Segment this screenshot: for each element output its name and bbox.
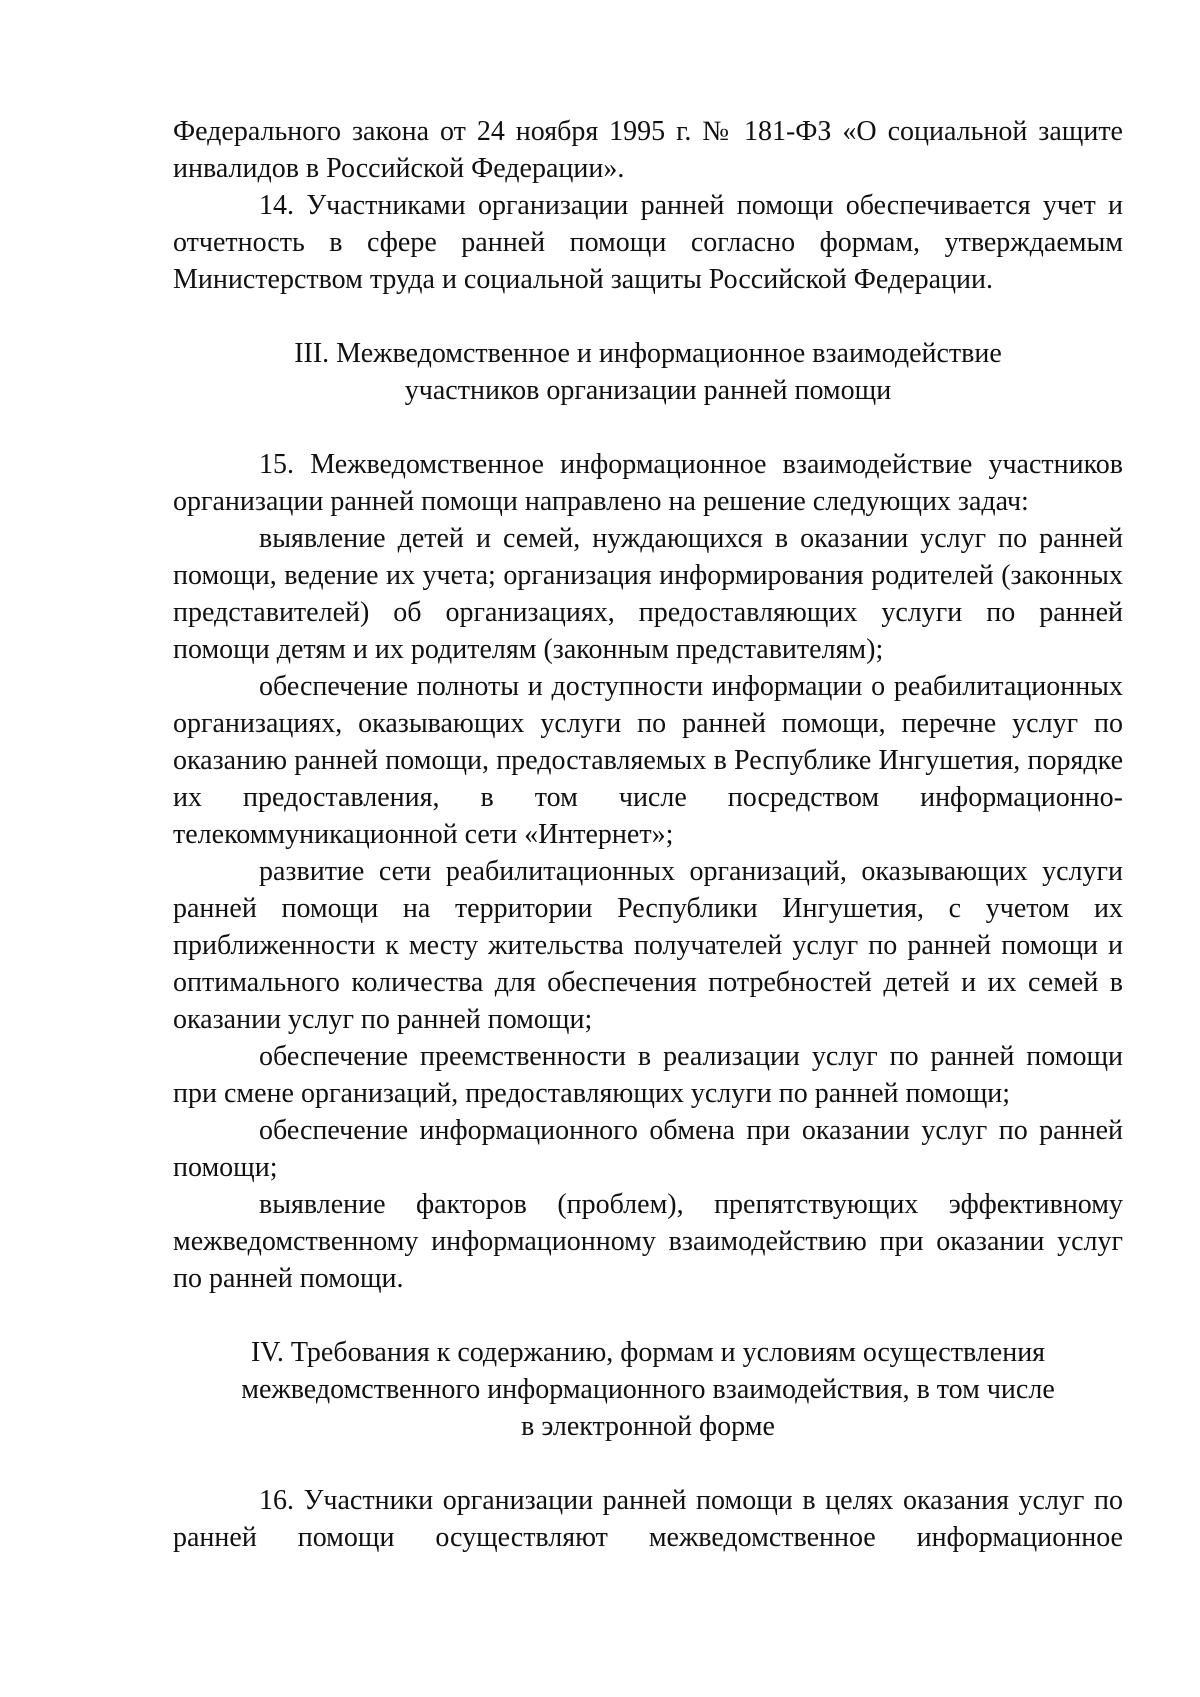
task-item: развитие сети реабилитационных организаций, оказывающих услуги ранней помощи на территории Республики Ингушетия, с учетом их приближенности к месту жительства получателей услуг по ранней помощи и оптимального количества для обеспечения потребностей детей и их семей в оказании услуг по ранней помощи; <box>173 856 1123 1035</box>
section-3-heading <box>173 335 1123 409</box>
task-item: выявление детей и семей, нуждающихся в оказании услуг по ранней помощи, ведение их учета; организация информирования родителей (законных представителей) об организациях, предоставляющих услуги по ранней помощи детям и их родителям (законным представителям); <box>173 523 1123 665</box>
paragraph-law-reference: Федерального закона от 24 ноября 1995 г. № 181-ФЗ «О социальной защите инвалидов в Российской Федерации». <box>173 116 1123 184</box>
task-item: обеспечение информационного обмена при оказании услуг по ранней помощи; <box>173 1115 1123 1183</box>
section-3-heading-line-2: участников организации ранней помощи <box>404 375 892 406</box>
paragraph-15: 15. Межведомственное информационное взаимодействие участников организации ранней помощи направлено на решение следующих задач: <box>173 449 1123 517</box>
section-4-heading-line-1: IV. Требования к содержанию, формам и условиям осуществления <box>250 1337 1046 1368</box>
task-item: обеспечение полноты и доступности информации о реабилитационных организациях, оказывающих услуги по ранней помощи, перечне услуг по оказанию ранней помощи, предоставляемых в Республике Ингушетия, порядке их предоставления, в том числе посредством информационно-телекоммуникационной сети «Интернет»; <box>173 671 1123 850</box>
section-4-heading-line-2: межведомственного информационного взаимодействия, в том числе <box>241 1374 1055 1405</box>
document-page <box>173 113 1123 1556</box>
section-4-heading <box>173 1334 1123 1445</box>
section-4-heading-line-3: в электронной форме <box>521 1411 775 1442</box>
task-item: выявление факторов (проблем), препятствующих эффективному межведомственному информационному взаимодействию при оказании услуг по ранней помощи. <box>173 1189 1123 1294</box>
paragraph-14: 14. Участниками организации ранней помощи обеспечивается учет и отчетность в сфере ранней помощи согласно формам, утверждаемым Министерством труда и социальной защиты Российской Федерации. <box>173 190 1123 295</box>
paragraph-16: 16. Участники организации ранней помощи в целях оказания услуг по ранней помощи осуществляют межведомственное информационное <box>173 1485 1123 1553</box>
section-3-heading-line-1: III. Межведомственное и информационное взаимодействие <box>294 338 1002 369</box>
task-item: обеспечение преемственности в реализации услуг по ранней помощи при смене организаций, предоставляющих услуги по ранней помощи; <box>173 1041 1123 1109</box>
